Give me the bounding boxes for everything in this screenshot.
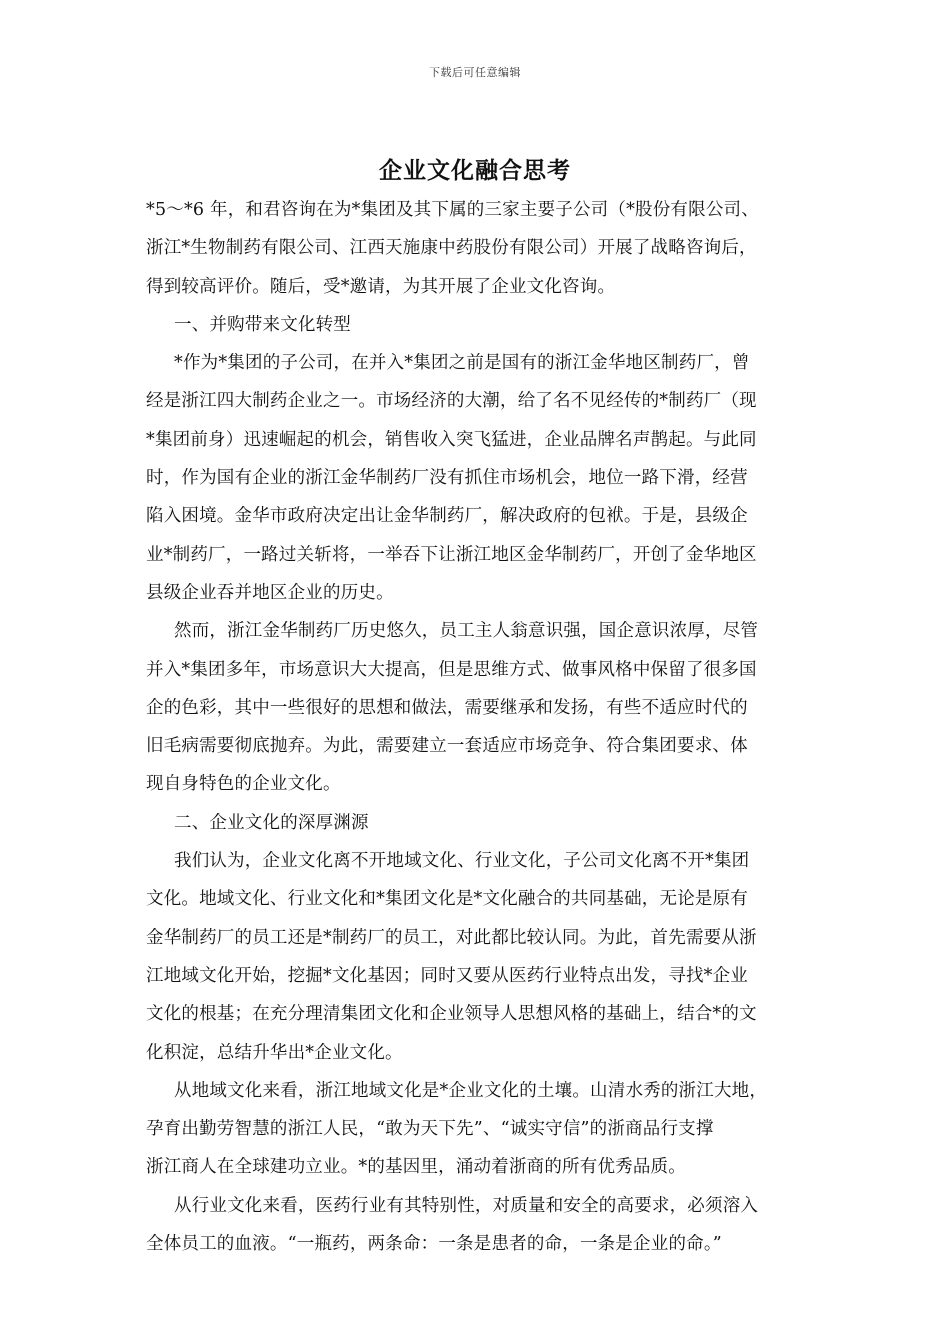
body-line: 旧毛病需要彻底抛弃。为此，需要建立一套适应市场竞争、符合集团要求、体: [146, 736, 748, 757]
body-line: 我们认为，企业文化离不开地域文化、行业文化，子公司文化离不开*集团: [174, 851, 750, 872]
document-title: 企业文化融合思考: [379, 157, 571, 184]
header-note: 下载后可任意编辑: [429, 66, 521, 79]
body-line: 业*制药厂，一路过关斩将，一举吞下让浙江地区金华制药厂，开创了金华地区: [146, 544, 757, 565]
section-heading-1: 一、并购带来文化转型: [174, 314, 351, 335]
body-line: 全体员工的血液。“一瓶药，两条命：一条是患者的命，一条是企业的命。”: [146, 1234, 722, 1255]
body-line: 得到较高评价。随后，受*邀请，为其开展了企业文化咨询。: [146, 276, 616, 297]
body-line: 金华制药厂的员工还是*制药厂的员工，对此都比较认同。为此，首先需要从浙: [146, 927, 757, 948]
document-body: [146, 191, 814, 1263]
body-line: 然而，浙江金华制药厂历史悠久，员工主人翁意识强，国企意识浓厚，尽管: [174, 621, 759, 642]
body-line: 县级企业吞并地区企业的历史。: [146, 582, 394, 603]
body-line: 企的色彩，其中一些很好的思想和做法，需要继承和发扬，有些不适应时代的: [146, 697, 748, 718]
body-line: *5～*6 年，和君咨询在为*集团及其下属的三家主要子公司（*股份有限公司、: [146, 200, 759, 220]
body-line: 文化。地域文化、行业文化和*集团文化是*文化融合的共同基础，无论是原有: [146, 889, 748, 910]
body-line: 江地域文化开始，挖掘*文化基因；同时又要从医药行业特点出发，寻找*企业: [146, 965, 748, 986]
body-line: *集团前身）迅速崛起的机会，销售收入突飞猛进，企业品牌名声鹊起。与此同: [146, 429, 757, 450]
body-line: 文化的根基；在充分理清集团文化和企业领导人思想风格的基础上，结合*的文: [146, 1004, 757, 1025]
body-line: 化积淀，总结升华出*企业文化。: [146, 1042, 403, 1063]
section-heading-2: 二、企业文化的深厚渊源: [174, 812, 369, 833]
body-line: 浙江*生物制药有限公司、江西天施康中药股份有限公司）开展了战略咨询后，: [146, 238, 757, 259]
body-line: 浙江商人在全球建功立业。*的基因里，涌动着浙商的所有优秀品质。: [146, 1157, 686, 1178]
body-line: 并入*集团多年，市场意识大大提高，但是思维方式、做事风格中保留了很多国: [146, 659, 757, 680]
body-line: 时，作为国有企业的浙江金华制药厂没有抓住市场机会，地位一路下滑，经营: [146, 468, 748, 489]
body-line: 孕育出勤劳智慧的浙江人民，“敢为天下先”、“诚实守信”的浙商品行支撑: [146, 1119, 714, 1140]
body-line: 从行业文化来看，医药行业有其特别性，对质量和安全的高要求，必须溶入: [174, 1195, 759, 1216]
body-line: *作为*集团的子公司，在并入*集团之前是国有的浙江金华地区制药厂，曾: [174, 353, 750, 374]
body-line: 从地域文化来看，浙江地域文化是*企业文化的土壤。山清水秀的浙江大地，: [174, 1080, 768, 1101]
body-line: 经是浙江四大制药企业之一。市场经济的大潮，给了名不见经传的*制药厂（现: [146, 391, 757, 412]
body-line: 陷入困境。金华市政府决定出让金华制药厂，解决政府的包袱。于是，县级企: [146, 506, 748, 527]
body-line: 现自身特色的企业文化。: [146, 774, 341, 795]
